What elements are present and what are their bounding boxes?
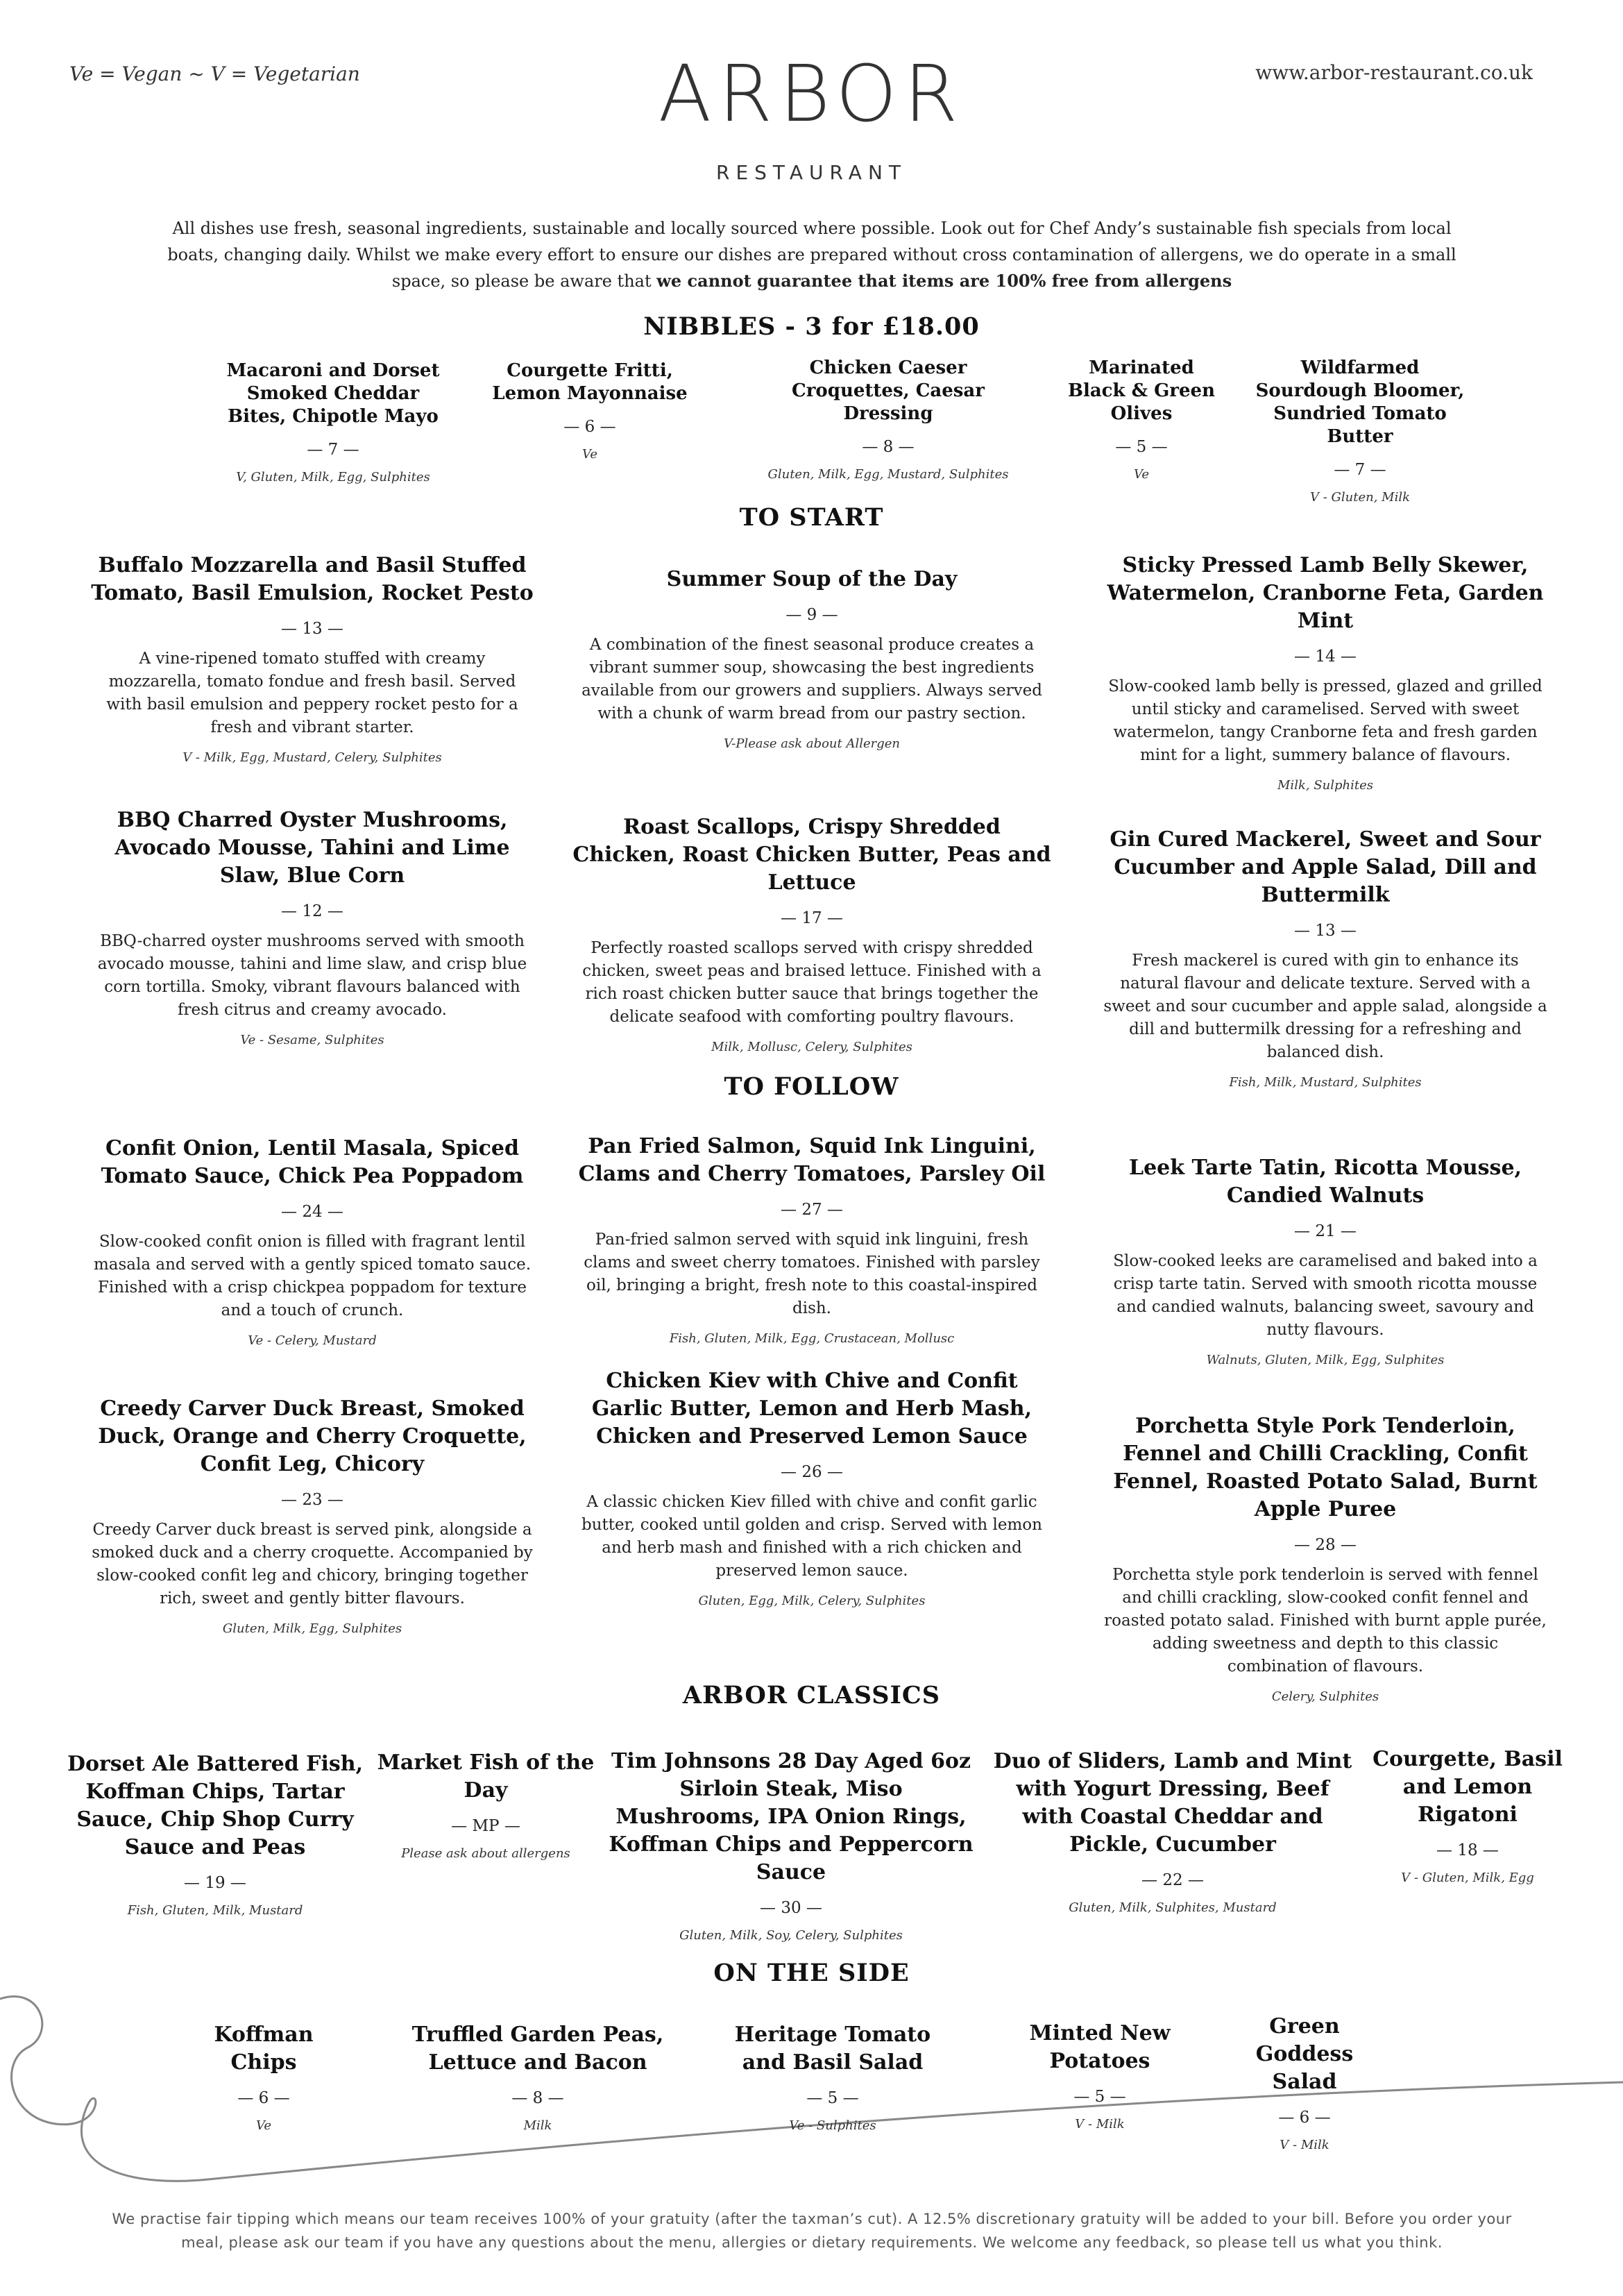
dish-price: — 12 — <box>281 902 343 920</box>
dish-price: — 6 — <box>563 418 616 436</box>
dish-price: — 6 — <box>1278 2109 1331 2127</box>
dish-name: Tim Johnsons 28 Day Aged 6oz Sirloin Steak, Miso Mushrooms, IPA Onion Rings, Koffman Chips and Peppercorn Sauce <box>609 1749 974 1884</box>
dish-price: — 22 — <box>1141 1871 1204 1889</box>
dish-name: Summer Soup of the Day <box>666 567 958 591</box>
dish-name: Gin Cured Mackerel, Sweet and Sour Cucumber and Apple Salad, Dill and Buttermilk <box>1110 827 1541 907</box>
dish-name: Roast Scallops, Crispy Shredded Chicken, Roast Chicken Butter, Peas and Lettuce <box>572 815 1051 895</box>
main-item <box>1103 1412 1547 1704</box>
starter-item <box>572 813 1051 1054</box>
dish-description: Pan-fried salmon served with squid ink linguini, fresh clams and sweet cherry tomatoes. Finished with parsley oil, bringing a bright, fresh note to this coastal-inspired dish. <box>584 1231 1040 1317</box>
section-title-nibbles: NIBBLES - 3 for £18.00 <box>643 312 980 341</box>
main-item <box>1103 1154 1547 1367</box>
classic-item <box>59 1750 371 1918</box>
side-item <box>194 2021 333 2133</box>
dish-description: Fresh mackerel is cured with gin to enhance its natural flavour and delicate texture. Served with a sweet and sour cucumber and apple salad, alongside a dill and buttermilk dressing for a refreshing and balanced dish. <box>1103 952 1547 1061</box>
dish-allergens: Fish, Milk, Mustard, Sulphites <box>1229 1075 1422 1090</box>
dish-name: Creedy Carver Duck Breast, Smoked Duck, Orange and Cherry Croquette, Confit Leg, Chicory <box>98 1396 527 1476</box>
dish-allergens: Ve <box>256 2118 271 2133</box>
starter-item <box>90 552 534 765</box>
dish-allergens: Walnuts, Gluten, Milk, Egg, Sulphites <box>1206 1353 1445 1367</box>
dish-allergens: Milk, Mollusc, Celery, Sulphites <box>711 1040 912 1054</box>
dish-price: — 24 — <box>281 1203 343 1221</box>
dish-name: Green Goddess Salad <box>1255 2014 1354 2094</box>
starter-item <box>90 807 534 1047</box>
dish-allergens: Fish, Gluten, Milk, Mustard <box>127 1903 303 1918</box>
dish-allergens: Gluten, Milk, Sulphites, Mustard <box>1069 1900 1277 1915</box>
main-item <box>572 1367 1051 1608</box>
side-item <box>1020 2020 1180 2132</box>
dish-allergens: Please ask about allergens <box>401 1846 570 1861</box>
nibble-item <box>1062 357 1221 482</box>
starter-item <box>572 566 1051 751</box>
dish-allergens: V - Milk <box>1075 2117 1125 2132</box>
dish-description: A vine-ripened tomato stuffed with creamy mozzarella, tomato fondue and fresh basil. Served with basil emulsion and peppery rocket pesto for a fresh and vibrant starter. <box>106 650 518 736</box>
section-title-classics: ARBOR CLASSICS <box>682 1681 941 1710</box>
classic-item <box>992 1748 1353 1915</box>
dish-name: Macaroni and Dorset Smoked Cheddar Bites, Chipotle Mayo <box>226 360 440 427</box>
dish-price: — 13 — <box>1294 922 1357 940</box>
main-item <box>90 1395 534 1636</box>
nibble-item <box>222 360 444 484</box>
section-title-start: TO START <box>739 503 884 532</box>
nibble-item <box>1249 357 1471 505</box>
dish-name: BBQ Charred Oyster Mushrooms, Avocado Mousse, Tahini and Lime Slaw, Blue Corn <box>114 808 510 888</box>
dish-allergens: Ve - Celery, Mustard <box>248 1333 377 1348</box>
dish-allergens: Ve <box>1134 467 1149 482</box>
dish-allergens: V - Milk, Egg, Mustard, Celery, Sulphites <box>182 750 442 765</box>
classic-item <box>368 1749 604 1861</box>
dish-name: Pan Fried Salmon, Squid Ink Linguini, Clams and Cherry Tomatoes, Parsley Oil <box>578 1134 1046 1186</box>
dish-allergens: Milk <box>523 2118 552 2133</box>
classic-item <box>604 1748 978 1943</box>
dish-allergens: Gluten, Egg, Milk, Celery, Sulphites <box>698 1594 926 1608</box>
dish-name: Market Fish of the Day <box>377 1750 595 1803</box>
dish-allergens: Gluten, Milk, Egg, Mustard, Sulphites <box>767 467 1009 482</box>
dish-price: — 9 — <box>785 606 838 624</box>
main-item <box>90 1135 534 1348</box>
starter-item <box>1103 826 1547 1090</box>
main-item <box>572 1133 1051 1346</box>
intro-allergen-warning: we cannot guarantee that items are 100% free from allergens <box>656 271 1232 291</box>
dish-allergens: V, Gluten, Milk, Egg, Sulphites <box>236 470 430 484</box>
dish-price: — 5 — <box>1115 438 1168 456</box>
dish-name: Dorset Ale Battered Fish, Koffman Chips, Tartar Sauce, Chip Shop Curry Sauce and Peas <box>67 1752 364 1859</box>
side-item <box>722 2021 944 2133</box>
logo <box>0 49 1623 184</box>
classic-item <box>1357 1746 1579 1885</box>
section-title-side: ON THE SIDE <box>713 1959 910 1987</box>
dish-price: — 8 — <box>511 2089 564 2107</box>
intro-text <box>153 215 1471 294</box>
dish-allergens: Gluten, Milk, Soy, Celery, Sulphites <box>679 1928 903 1943</box>
website-link[interactable]: www.arbor-restaurant.co.uk <box>1255 61 1533 84</box>
dish-price: — 5 — <box>806 2089 859 2107</box>
dish-price: — 7 — <box>1334 461 1386 479</box>
dish-description: Slow-cooked leeks are caramelised and baked into a crisp tarte tatin. Served with smooth ricotta mousse and candied walnuts, balancing sweet, savoury and nutty flavours. <box>1113 1252 1538 1339</box>
dish-price: — 7 — <box>307 441 359 459</box>
dish-name: Confit Onion, Lentil Masala, Spiced Tomato Sauce, Chick Pea Poppadom <box>101 1136 524 1188</box>
dish-description: BBQ-charred oyster mushrooms served with smooth avocado mousse, tahini and lime slaw, and crisp blue corn tortilla. Smoky, vibrant flavours balanced with fresh citrus and creamy avocado. <box>97 932 527 1019</box>
dish-price: — 18 — <box>1436 1841 1499 1859</box>
logo-subtitle: RESTAURANT <box>715 161 908 184</box>
dish-price: — 13 — <box>281 620 343 638</box>
dish-description: A classic chicken Kiev filled with chive and confit garlic butter, cooked until golden and crisp. Served with lemon and herb mash and finished with a rich chicken and preserved lemon sauce. <box>581 1493 1042 1580</box>
dish-name: Koffman Chips <box>214 2023 314 2075</box>
dish-allergens: Fish, Gluten, Milk, Egg, Crustacean, Mollusc <box>669 1331 955 1346</box>
dish-name: Porchetta Style Pork Tenderloin, Fennel and Chilli Crackling, Confit Fennel, Roasted Potato Salad, Burnt Apple Puree <box>1113 1414 1538 1521</box>
dish-allergens: V-Please ask about Allergen <box>723 736 901 751</box>
dish-name: Marinated Black & Green Olives <box>1067 357 1215 424</box>
dish-name: Courgette, Basil and Lemon Rigatoni <box>1373 1747 1563 1827</box>
dish-description: Porchetta style pork tenderloin is served with fennel and chilli crackling, slow-cooked confit fennel and roasted potato salad. Finished with burnt apple purée, adding sweetness and depth to this classic combination of flavours. <box>1104 1566 1547 1675</box>
dish-price: — 30 — <box>760 1899 822 1917</box>
dish-name: Truffled Garden Peas, Lettuce and Bacon <box>411 2023 664 2075</box>
dish-allergens: Gluten, Milk, Egg, Sulphites <box>222 1621 402 1636</box>
logo-wordmark: ARBOR <box>658 49 965 140</box>
dish-name: Duo of Sliders, Lamb and Mint with Yogurt Dressing, Beef with Coastal Cheddar and Pickle, Cucumber <box>993 1749 1352 1857</box>
dish-price: — 17 — <box>781 909 843 927</box>
dish-allergens: Milk, Sulphites <box>1277 778 1373 793</box>
dish-description: A combination of the finest seasonal produce creates a vibrant summer soup, showcasing the best ingredients available from our growers and suppliers. Always served with a chunk of warm bread from our pastry section. <box>581 636 1042 723</box>
side-item <box>1221 2013 1388 2152</box>
dish-price: — 8 — <box>862 438 915 456</box>
dish-name: Minted New Potatoes <box>1029 2021 1171 2073</box>
dish-name: Leek Tarte Tatin, Ricotta Mousse, Candied Walnuts <box>1129 1156 1522 1208</box>
dish-allergens: V - Gluten, Milk <box>1309 490 1411 505</box>
starter-item <box>1103 552 1547 793</box>
dish-description: Creedy Carver duck breast is served pink, alongside a smoked duck and a cherry croquette. Accompanied by slow-cooked confit leg and chicory, bringing together rich, sweet and gently bitter flavours. <box>92 1521 533 1607</box>
dish-name: Chicken Caeser Croquettes, Caesar Dressing <box>792 357 985 424</box>
dish-allergens: Celery, Sulphites <box>1271 1689 1379 1704</box>
dish-name: Courgette Fritti, Lemon Mayonnaise <box>492 360 688 404</box>
dish-allergens: Ve - Sesame, Sulphites <box>240 1033 384 1047</box>
footer-gratuity-note: We practise fair tipping which means our team receives 100% of your gratuity (after the taxman’s cut). A 12.5% discretionary gratuity will be added to your bill. Before you order your meal, please ask our team if you have any questions about the menu, allergies or dietary requirements. We welcome any feedback, so please tell us what you think. <box>112 2211 1512 2251</box>
dish-description: Slow-cooked lamb belly is pressed, glazed and grilled until sticky and caramelised. Served with sweet watermelon, tangy Cranborne feta and fresh garden mint for a light, summery balance of flavours. <box>1108 677 1543 764</box>
dish-price: — 26 — <box>781 1463 843 1481</box>
dish-allergens: V - Gluten, Milk, Egg <box>1401 1871 1534 1885</box>
dish-allergens: V - Milk <box>1280 2138 1329 2152</box>
dish-name: Buffalo Mozzarella and Basil Stuffed Tomato, Basil Emulsion, Rocket Pesto <box>91 553 534 605</box>
dietary-legend: Ve = Vegan ~ V = Vegetarian <box>69 62 360 85</box>
dish-name: Heritage Tomato and Basil Salad <box>734 2023 931 2075</box>
nibble-item <box>479 360 701 462</box>
dish-name: Wildfarmed Sourdough Bloomer, Sundried Tomato Butter <box>1255 357 1465 447</box>
dish-price: — 14 — <box>1294 648 1357 666</box>
nibble-item <box>749 357 1027 482</box>
dish-price: — 21 — <box>1294 1222 1357 1240</box>
side-item <box>409 2021 666 2133</box>
intro-body: All dishes use fresh, seasonal ingredients, sustainable and locally sourced where possible. Look out for Chef Andy’s sustainable fish specials from local boats, changing daily. Whilst we make every effort to ensure our dishes are prepared without cross contamination of allergens, we do operate in a small space, so please be aware that <box>167 219 1456 291</box>
dish-name: Chicken Kiev with Chive and Confit Garlic Butter, Lemon and Herb Mash, Chicken and Preserved Lemon Sauce <box>591 1369 1033 1449</box>
dish-name: Sticky Pressed Lamb Belly Skewer, Watermelon, Cranborne Feta, Garden Mint <box>1107 553 1544 633</box>
dish-description: Perfectly roasted scallops served with crispy shredded chicken, sweet peas and braised lettuce. Finished with a rich roast chicken butter sauce that brings together the delicate seafood with comforting poultry flavours. <box>582 939 1042 1026</box>
dish-price: — MP — <box>451 1817 520 1835</box>
dish-price: — 6 — <box>237 2089 290 2107</box>
dish-price: — 5 — <box>1073 2088 1126 2106</box>
dish-price: — 19 — <box>184 1874 246 1892</box>
dish-allergens: Ve - Sulphites <box>789 2118 876 2133</box>
dish-price: — 28 — <box>1294 1536 1357 1554</box>
dish-allergens: Ve <box>582 447 597 462</box>
dish-price: — 23 — <box>281 1491 343 1509</box>
section-title-follow: TO FOLLOW <box>724 1072 899 1101</box>
dish-description: Slow-cooked confit onion is filled with fragrant lentil masala and served with a gently spiced tomato sauce. Finished with a crisp chickpea poppadom for texture and a touch of crunch. <box>93 1233 532 1319</box>
dish-price: — 27 — <box>781 1201 843 1219</box>
